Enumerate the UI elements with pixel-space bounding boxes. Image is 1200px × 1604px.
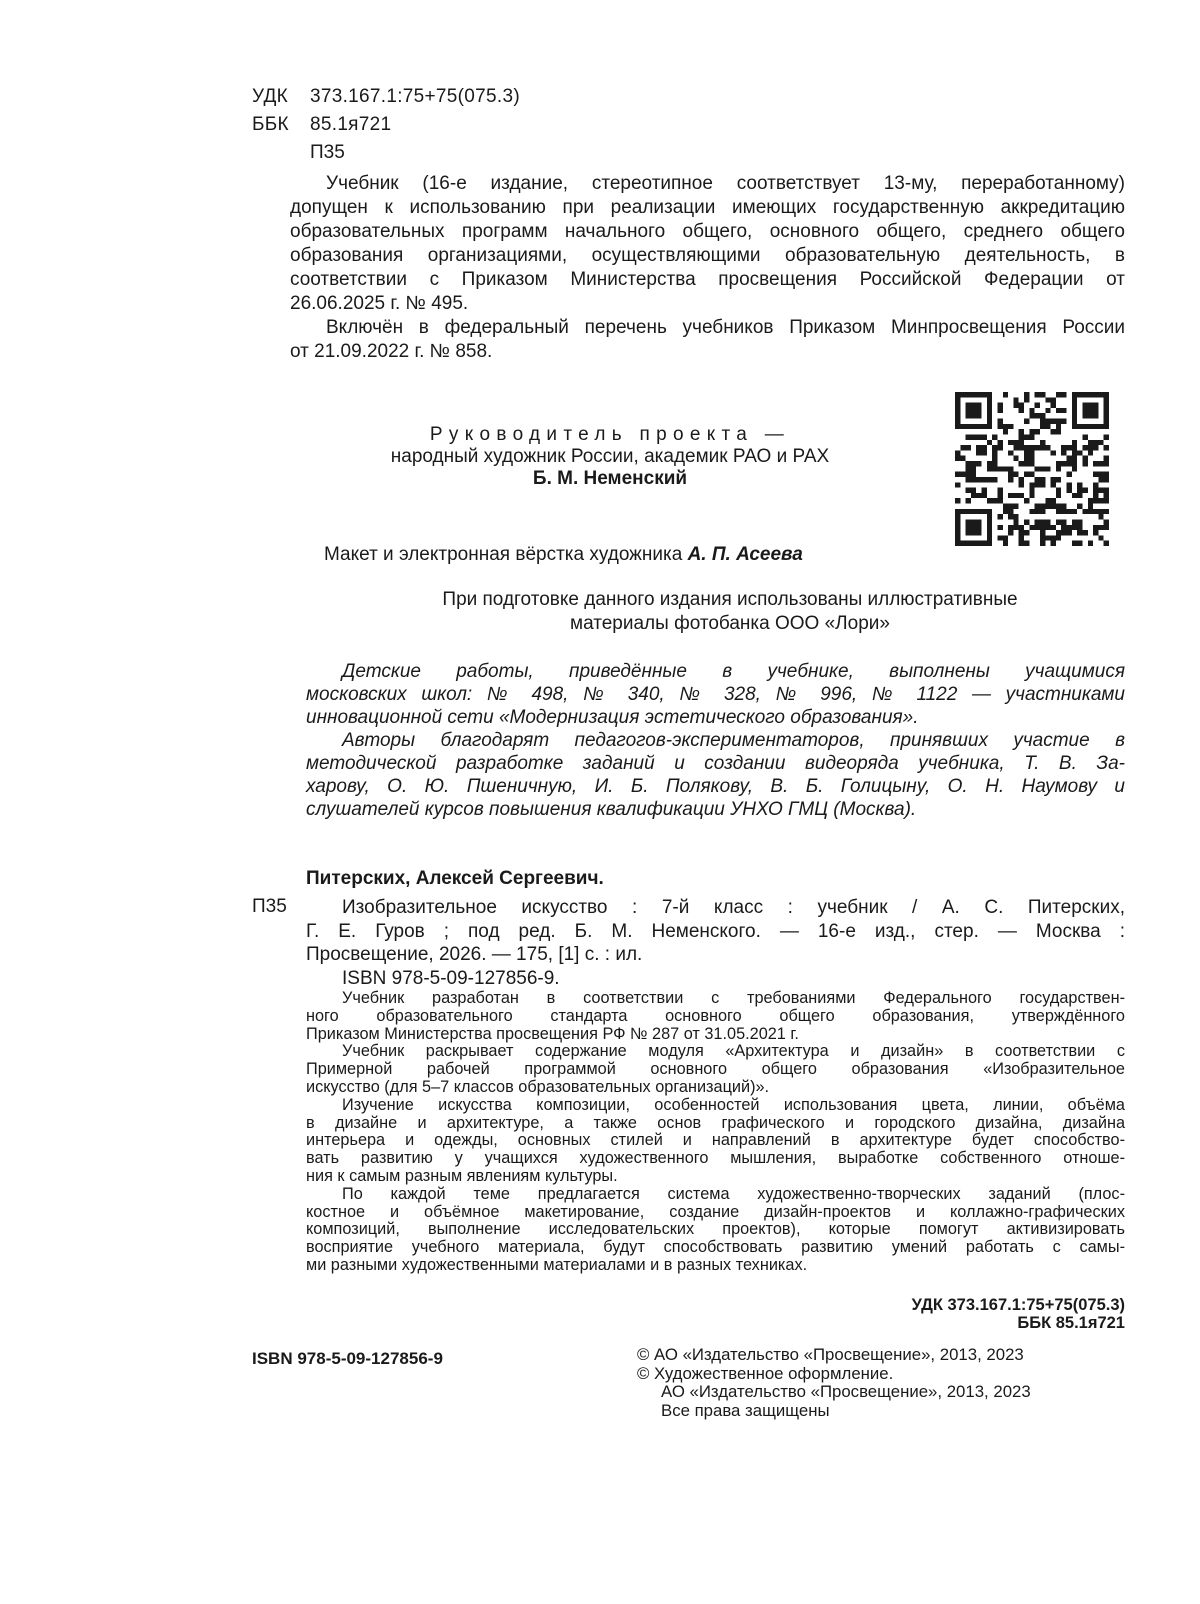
- acknowledgements: [306, 660, 1125, 821]
- approval-line: допущен к использованию при реализации имеющих государственную аккредитацию: [290, 197, 1125, 218]
- annotation-line: Изучение искусства композиции, особенностей использования цвета, линии, объёма: [342, 1095, 1125, 1114]
- approval-line: соответствии с Приказом Министерства просвещения Российской Федерации от: [290, 269, 1125, 290]
- footer-isbn: ISBN 978-5-09-127856-9: [252, 1349, 443, 1368]
- copyright-line: АО «Издательство «Просвещение», 2013, 2023: [661, 1382, 1031, 1401]
- acknowledgement-line: Авторы благодарят педагогов-экспериментаторов, принявших участие в: [342, 730, 1125, 751]
- annotation-line: ми разными художественными материалами и в разных техниках.: [306, 1255, 808, 1274]
- bbk-value: 85.1я721: [310, 114, 392, 135]
- bibliography-author: Питерских, Алексей Сергеевич.: [306, 868, 604, 889]
- header-code: П35: [310, 142, 345, 163]
- approval-line: образования организациями, осуществляющими образовательную деятельность, в: [290, 245, 1125, 266]
- approval-line: 26.06.2025 г. № 495.: [290, 293, 469, 314]
- copyright-block: [637, 1345, 1031, 1420]
- acknowledgement-line: методической разработке заданий и создании видеоряда учебника, Т. В. За-: [306, 753, 1125, 774]
- approval-line: Включён в федеральный перечень учебников Приказом Минпросвещения России: [326, 317, 1125, 338]
- acknowledgement-line: московских школ: № 498, № 340, № 328, № 996, № 1122 — участниками: [306, 684, 1125, 705]
- photo-credit-line: материалы фотобанка ООО «Лори»: [570, 613, 890, 634]
- approval-line: от 21.09.2022 г. № 858.: [290, 341, 493, 362]
- annotation-line: Учебник разработан в соответствии с требованиями Федерального государствен-: [342, 989, 1125, 1007]
- annotation-line: восприятие учебного материала, будут способствовать развитию умений работать с самы-: [306, 1238, 1125, 1257]
- annotation-line: По каждой теме предлагается система художественно-творческих заданий (плос-: [342, 1184, 1125, 1203]
- bibliography-isbn: ISBN 978-5-09-127856-9.: [342, 967, 560, 989]
- annotation-line: композиций, выполнение исследовательских проектов), которые помогут активизировать: [306, 1220, 1125, 1239]
- layout-credit-text: Макет и электронная вёрстка художника: [324, 544, 683, 565]
- approval-paragraph: [290, 172, 1125, 364]
- annotation-line: Примерной рабочей программой основного общего образования «Изобразительное: [306, 1060, 1125, 1079]
- copyright-line: © Художественное оформление.: [637, 1363, 894, 1383]
- bibliography-record: [306, 896, 1125, 990]
- annotation-line: искусство (для 5–7 классов образовательных организаций)».: [306, 1077, 770, 1096]
- photo-credit: [360, 588, 1100, 636]
- udk-value: 373.167.1:75+75(075.3): [310, 86, 520, 107]
- acknowledgement-line: слушателей курсов повышения квалификации УНХО ГМЦ (Москва).: [306, 799, 917, 820]
- udk-line: [252, 86, 520, 108]
- project-lead-subtitle: народный художник России, академик РАО и РАХ: [390, 446, 830, 467]
- udk-label: УДК: [252, 86, 289, 107]
- bibliography-code: П35: [252, 896, 287, 917]
- bibliography-classification: [700, 1296, 1125, 1332]
- acknowledgement-line: Детские работы, приведённые в учебнике, выполнены учащимися: [342, 661, 1125, 682]
- approval-line: Учебник (16-е издание, стереотипное соответствует 13-му, переработанному): [326, 173, 1125, 194]
- annotation-line: ного образовательного стандарта основного общего образования, утверждённого: [306, 1006, 1125, 1025]
- annotation-line: Приказом Министерства просвещения РФ № 287 от 31.05.2021 г.: [306, 1024, 799, 1043]
- copyright-line: © АО «Издательство «Просвещение», 2013, 2023: [637, 1345, 1024, 1364]
- approval-line: образовательных программ начального общего, основного общего, среднего общего: [290, 221, 1125, 242]
- bbk-label: ББК: [252, 114, 289, 135]
- annotation-line: костное и объёмное макетирование, создание дизайн-проектов и коллажно-графических: [306, 1202, 1125, 1221]
- photo-credit-line: При подготовке данного издания использованы иллюстративные: [442, 589, 1018, 610]
- annotation: [306, 990, 1125, 1275]
- annotation-line: вать развитию у учащихся художественного мышления, выработке собственного отноше-: [306, 1149, 1125, 1168]
- bbk-line: [252, 114, 391, 136]
- acknowledgement-line: инновационной сети «Модернизация эстетического образования».: [306, 707, 919, 728]
- project-lead-name: Б. М. Неменский: [532, 468, 688, 489]
- bibliography-udk: УДК 373.167.1:75+75(075.3): [911, 1296, 1125, 1314]
- annotation-line: ния к самым разным явлениям культуры.: [306, 1166, 618, 1185]
- copyright-line: Все права защищены: [661, 1400, 830, 1420]
- bibliography-bbk: ББК 85.1я721: [1017, 1314, 1125, 1332]
- qr-code-icon: [955, 392, 1109, 546]
- layout-credit-name: А. П. Асеева: [687, 544, 803, 565]
- project-lead-title: Руководитель проекта —: [429, 424, 791, 445]
- bibliography-line: Изобразительное искусство : 7-й класс : учебник / А. С. Питерских,: [342, 897, 1125, 918]
- annotation-line: интерьера и одежды, основных стилей и направлений в архитектуре будет способство-: [306, 1131, 1125, 1150]
- bibliography-line: Г. Е. Гуров ; под ред. Б. М. Неменского. — 16-е изд., стер. — Москва :: [306, 920, 1125, 942]
- bibliography-line: Просвещение, 2026. — 175, [1] с. : ил.: [306, 944, 643, 965]
- layout-credit: [324, 544, 803, 566]
- annotation-line: Учебник раскрывает содержание модуля «Архитектура и дизайн» в соответствии с: [342, 1042, 1125, 1061]
- acknowledgement-line: харову, О. Ю. Пшеничную, И. Б. Полякову, В. Б. Голицыну, О. Н. Наумову и: [306, 776, 1125, 797]
- annotation-line: в дизайне и архитектуре, а также основ графического и городского дизайна, дизайна: [306, 1113, 1125, 1132]
- project-lead: [310, 424, 910, 490]
